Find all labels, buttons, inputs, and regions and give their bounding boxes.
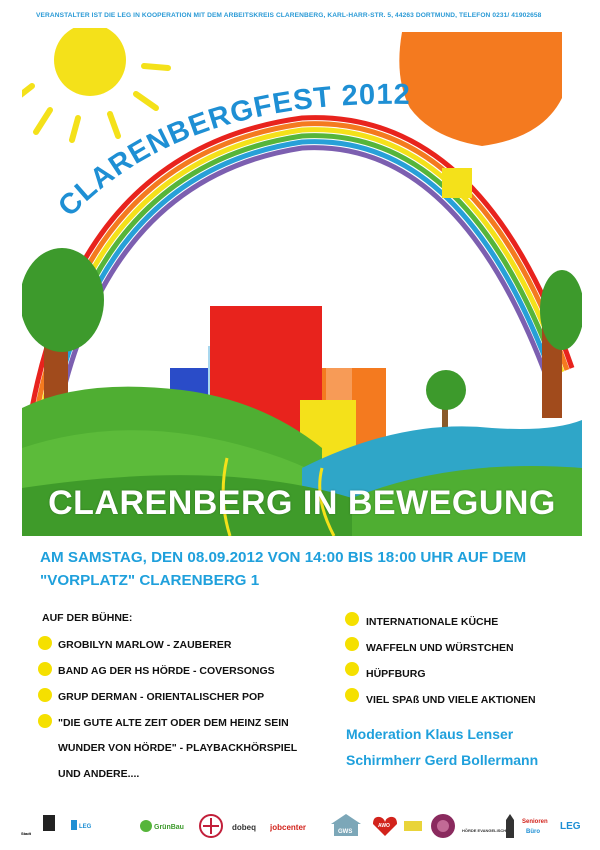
patron-credit: Schirmherr Gerd Bollermann: [346, 752, 539, 768]
bullet-icon: [345, 662, 359, 676]
sponsor-logos: [14, 808, 588, 844]
poster-title: CLARENBERGFEST 2012: [52, 78, 412, 223]
leg-logo-icon: [558, 808, 588, 844]
svg-text:LEG: LEG: [560, 821, 581, 832]
svg-text:GrünBau: GrünBau: [154, 824, 184, 831]
event-date-line-2: "VORPLATZ" CLARENBERG 1: [40, 572, 260, 589]
extra-item: WAFFELN UND WÜRSTCHEN: [366, 642, 514, 654]
stage-item: GROBILYN MARLOW - ZAUBERER: [58, 639, 232, 651]
city-crest-icon: [18, 808, 58, 844]
bullet-icon: [38, 714, 52, 728]
extra-item: VIEL SPAß UND VIELE AKTIONEN: [366, 694, 536, 706]
bullet-icon: [345, 688, 359, 702]
gws-logo-icon: [328, 808, 364, 844]
partner-logo-icon: [402, 808, 424, 844]
svg-text:GWS: GWS: [338, 829, 353, 835]
church-logo-icon: [462, 808, 520, 844]
svg-text:AWO: AWO: [378, 823, 390, 829]
svg-text:Büro: Büro: [526, 829, 540, 835]
bullet-icon: [38, 688, 52, 702]
caritas-logo-icon: [196, 808, 226, 844]
moderation-credit: Moderation Klaus Lenser: [346, 726, 514, 742]
stage-item-continued: WUNDER VON HÖRDE" - PLAYBACKHÖRSPIEL: [58, 742, 298, 754]
dobeq-logo-icon: [232, 808, 268, 844]
bullet-icon: [38, 662, 52, 676]
organizer-info: VERANSTALTER IST DIE LEG IN KOOPERATION MIT DEM ARBEITSKREIS CLARENBERG, KARL-HARR-STR. 5, 44263 DORTMUND, TELEFON 0231/ 41902658: [36, 12, 542, 19]
event-date-line-1: AM SAMSTAG, DEN 08.09.2012 VON 14:00 BIS 18:00 UHR AUF DEM: [40, 549, 527, 566]
jobcenter-logo-icon: [270, 808, 320, 844]
gruenbau-logo-icon: [138, 808, 188, 844]
awo-logo-icon: [370, 808, 400, 844]
stage-item: BAND AG DER HS HÖRDE - COVERSONGS: [58, 665, 275, 677]
poster-artwork: [22, 28, 582, 536]
stage-item: GRUP DERMAN - ORIENTALISCHER POP: [58, 691, 265, 703]
bullet-icon: [345, 612, 359, 626]
svg-text:LEG: LEG: [79, 824, 92, 830]
small-yellow-square-icon: [442, 168, 472, 198]
extra-item: HÜPFBURG: [366, 668, 426, 680]
svg-text:dobeq: dobeq: [232, 823, 256, 832]
svg-text:HÖRDE EVANGELISCH: HÖRDE EVANGELISCH: [462, 828, 507, 833]
stage-item: UND ANDERE....: [58, 768, 140, 780]
circle-logo-icon: [428, 808, 458, 844]
stage-item: "DIE GUTE ALTE ZEIT ODER DEM HEINZ SEIN: [58, 717, 289, 729]
bullet-icon: [38, 636, 52, 650]
extra-item: INTERNATIONALE KÜCHE: [366, 616, 499, 628]
svg-text:Stadt: Stadt: [21, 831, 31, 836]
stage-heading: AUF DER BÜHNE:: [42, 612, 133, 624]
senioren-logo-icon: [522, 808, 556, 844]
bullet-icon: [345, 637, 359, 651]
event-banner: CLARENBERG IN BEWEGUNG: [48, 484, 556, 522]
leg-logo-icon: [70, 808, 130, 844]
svg-text:jobcenter: jobcenter: [270, 823, 307, 832]
svg-text:Senioren: Senioren: [522, 819, 548, 825]
